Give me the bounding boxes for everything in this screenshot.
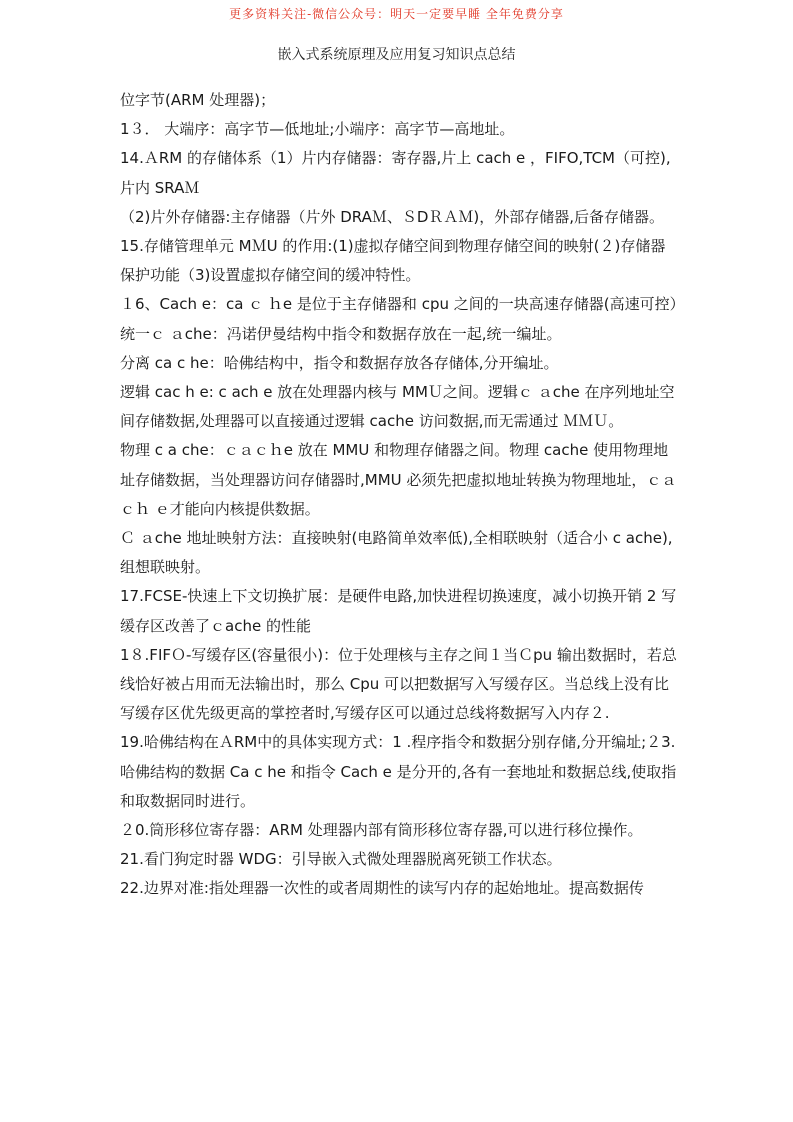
paragraph-14-external-storage: （2)片外存储器:主存储器（片外 DRAＭ、ＳDＲＡＭ)，外部存储器,后备存储器。 <box>120 207 665 226</box>
document-body <box>120 86 685 904</box>
paragraph-19-harvard: 19.哈佛结构在ＡRM中的具体实现方式：1 .程序指令和数据分别存储,分开编址;２3.哈佛结构的数据 Ca c he 和指令 Cach e 是分开的,各有一套地址和数据总线,使取指和取数据同时进行。 <box>120 733 677 810</box>
paragraph-13-endianness: 1３． 大端序：高字节—低地址;小端序：高字节—高地址。 <box>120 120 515 139</box>
paragraph-cache-mapping: Ｃ ａche 地址映射方法：直接映射(电路简单效率低),全相联映射（适合小 c ache),组想联映射。 <box>120 529 673 577</box>
paragraph-unified-cache: 统一ｃ ａche：冯诺伊曼结构中指令和数据存放在一起,统一编址。 <box>120 324 562 343</box>
paragraph-17-fcse: 17.FCSE-快速上下文切换扩展：是硬件电路,加快进程切换速度，减小切换开销 2 写缓存区改善了ｃache 的性能 <box>120 587 677 635</box>
page-title: 嵌入式系统原理及应用复习知识点总结 <box>277 47 516 63</box>
paragraph-split-cache: 分离 ca c he：哈佛结构中，指令和数据存放各存储体,分开编址。 <box>120 353 559 372</box>
paragraph-14-storage-system: 14.ＡRM 的存储体系（1）片内存储器：寄存器,片上 cach e ，FIFO,TCM（可控),片内 SRAＭ <box>120 149 671 197</box>
paragraph-20-barrel-shifter: ２0.筒形移位寄存器：ARM 处理器内部有筒形移位寄存器,可以进行移位操作。 <box>120 821 643 840</box>
paragraph-22-alignment: 22.边界对准:指处理器一次性的或者周期性的读写内存的起始地址。提高数据传 <box>120 879 644 898</box>
paragraph-logical-cache: 逻辑 cac h e: c ach e 放在处理器内核与 MMＵ之间。逻辑ｃ ａche 在序列地址空间存储数据,处理器可以直接通过逻辑 cache 访问数据,而无需通过 ＭＭＵ。 <box>120 383 675 431</box>
paragraph-cont-byte: 位字节(ARM 处理器)； <box>120 91 276 109</box>
paragraph-21-watchdog: 21.看门狗定时器 WDG：引导嵌入式微处理器脱离死锁工作状态。 <box>120 850 562 869</box>
promo-banner: 更多资料关注-微信公众号：明天一定要早睡 全年免费分享 <box>229 7 564 21</box>
paragraph-physical-cache: 物理 c a che：ｃａｃｈe 放在 MMU 和物理存储器之间。物理 cache 使用物理地址存储数据，当处理器访问存储器时,MMU 必须先把虚拟地址转换为物理地址，ｃａｃｈ ｅ才能向内核提供数据。 <box>120 441 677 518</box>
paragraph-18-fifo: 1８.FIFＯ-写缓存区(容量很小)：位于处理核与主存之间１当Ｃpu 输出数据时，若总线恰好被占用而无法输出时，那么 Cpu 可以把数据写入写缓存区。当总线上没有比写缓存区优先级更高的掌控者时,写缓存区可以通过总线将数据写入内存２. <box>120 645 677 723</box>
paragraph-16-cache: １6、Cach e：ca ｃ ｈe 是位于主存储器和 cpu 之间的一块高速存储器(高速可控） <box>120 295 685 314</box>
paragraph-15-mmu: 15.存储管理单元 MＭU 的作用:(1)虚拟存储空间到物理存储空间的映射(２)存储器保护功能（3)设置虚拟存储空间的缓冲特性。 <box>120 237 666 285</box>
